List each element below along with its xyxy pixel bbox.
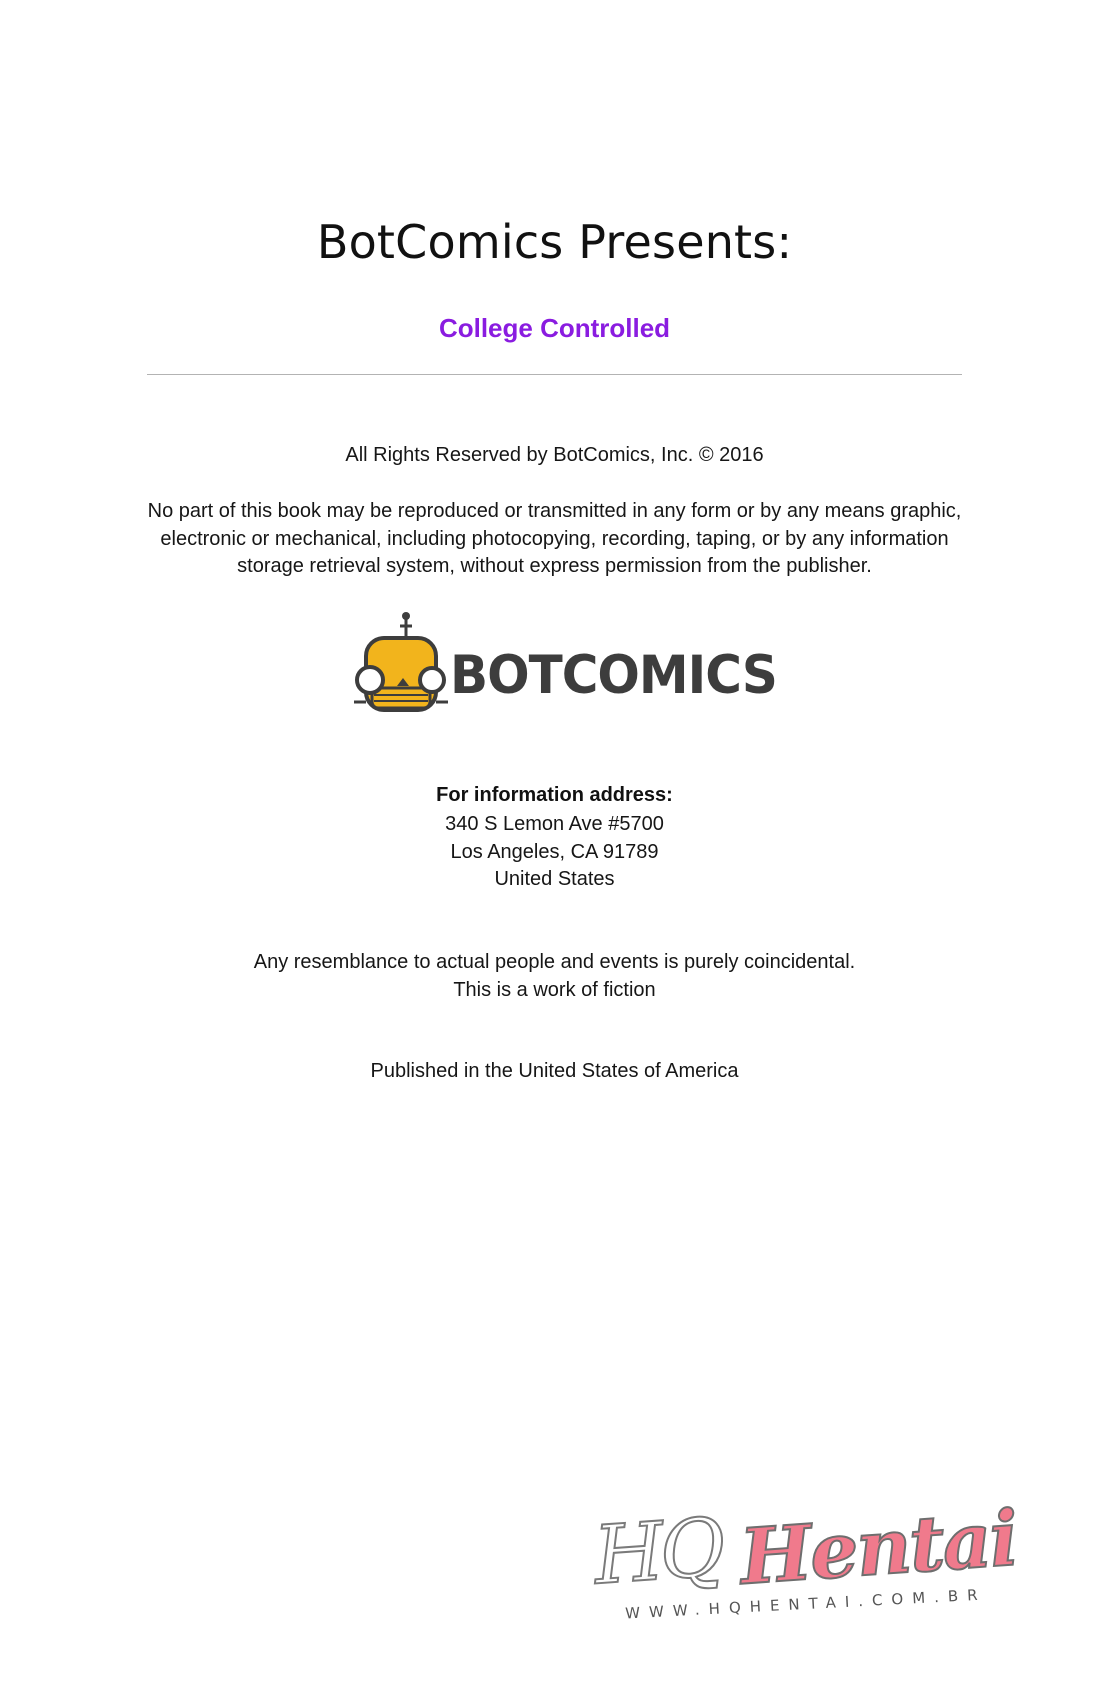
robot-head-icon <box>350 610 450 728</box>
watermark-brand: Hentai <box>737 1493 1020 1602</box>
book-title: College Controlled <box>438 313 671 343</box>
legal-line: No part of this book may be reproduced or transmitted in any form or by any means graphic, <box>147 500 962 522</box>
legal-line: storage retrieval system, without express permission from the publisher. <box>237 555 872 577</box>
address-line: United States <box>494 868 615 890</box>
disclaimer-line: This is a work of fiction <box>453 978 656 1001</box>
legal-notice <box>0 498 1109 581</box>
address-line: 340 S Lemon Ave #5700 <box>445 813 664 835</box>
botcomics-logo <box>350 610 777 728</box>
copyright-line: All Rights Reserved by BotComics, Inc. © 2016 <box>345 444 764 466</box>
divider <box>147 374 962 375</box>
published-line: Published in the United States of America <box>370 1060 739 1082</box>
watermark-hq: HQ <box>590 1500 725 1603</box>
presents-heading: BotComics Presents: <box>316 215 793 269</box>
logo-wordmark: BOTCOMICS <box>450 644 777 706</box>
address-block <box>0 811 1109 894</box>
site-watermark <box>590 1495 1020 1630</box>
legal-line: electronic or mechanical, including photocopying, recording, taping, or by any information <box>160 527 949 550</box>
fiction-disclaimer <box>0 949 1109 1004</box>
address-heading: For information address: <box>436 784 673 806</box>
disclaimer-line: Any resemblance to actual people and events is purely coincidental. <box>253 951 856 973</box>
watermark-url: WWW.HQHENTAI.COM.BR <box>624 1585 987 1623</box>
address-line: Los Angeles, CA 91789 <box>450 840 659 863</box>
